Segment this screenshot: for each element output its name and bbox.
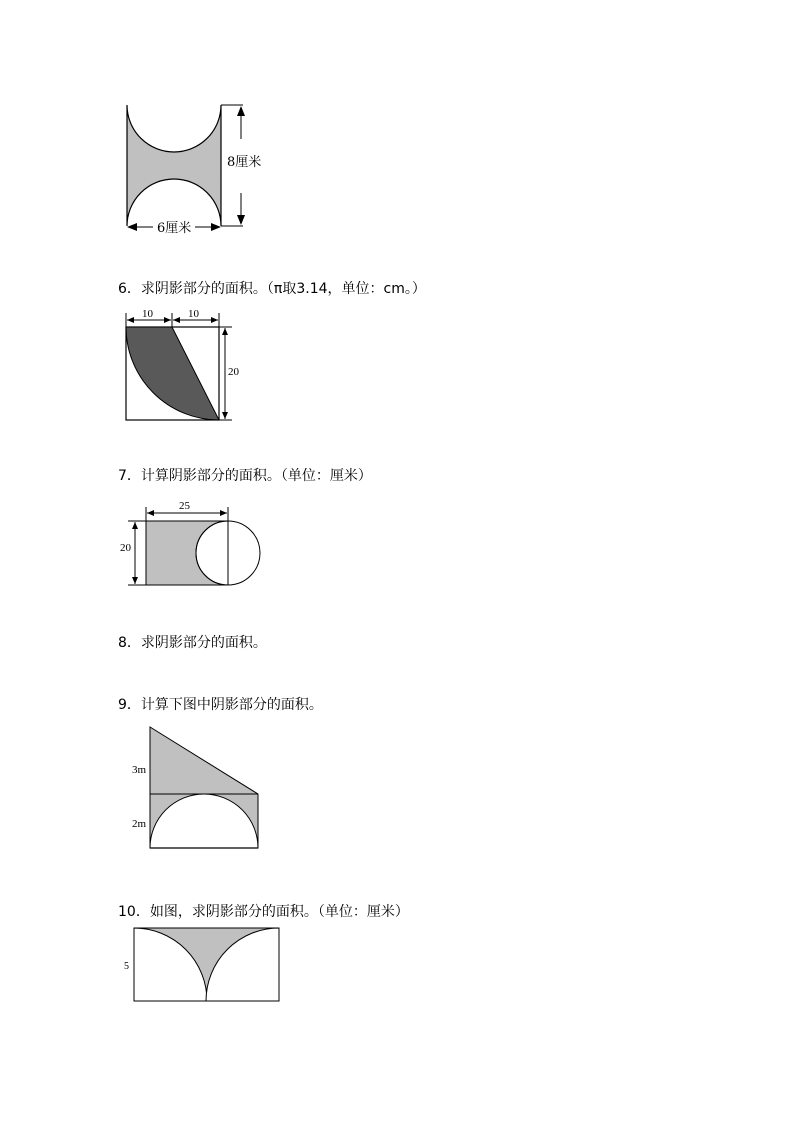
height-label: 8厘米: [227, 155, 262, 170]
label-side: 5: [124, 961, 129, 972]
figure-5: [115, 95, 275, 240]
label-lower: 2m: [132, 818, 147, 830]
width-label: 6厘米: [157, 221, 192, 236]
label-top: 25: [179, 500, 190, 512]
question-10-text: 10．如图，求阴影部分的面积。（单位：厘米）: [118, 904, 409, 920]
figure-10: [118, 924, 288, 1009]
label-side: 20: [120, 542, 131, 554]
figure-7: [118, 495, 268, 595]
label-upper: 3m: [132, 764, 147, 776]
figure-9: [128, 722, 268, 857]
label-top-right: 10: [188, 308, 199, 320]
question-9-text: 9．计算下图中阴影部分的面积。: [118, 697, 323, 713]
label-top-left: 10: [142, 308, 153, 320]
question-6-text: 6．求阴影部分的面积。（π取3.14，单位：cm。）: [118, 281, 426, 297]
shaded-region-fig5: [127, 105, 221, 226]
label-side: 20: [228, 366, 239, 378]
figure-6: [118, 303, 268, 428]
question-7-text: 7．计算阴影部分的面积。（单位：厘米）: [118, 468, 372, 484]
shaded-region-fig6: [126, 327, 219, 420]
question-8-text: 8．求阴影部分的面积。: [118, 635, 267, 651]
